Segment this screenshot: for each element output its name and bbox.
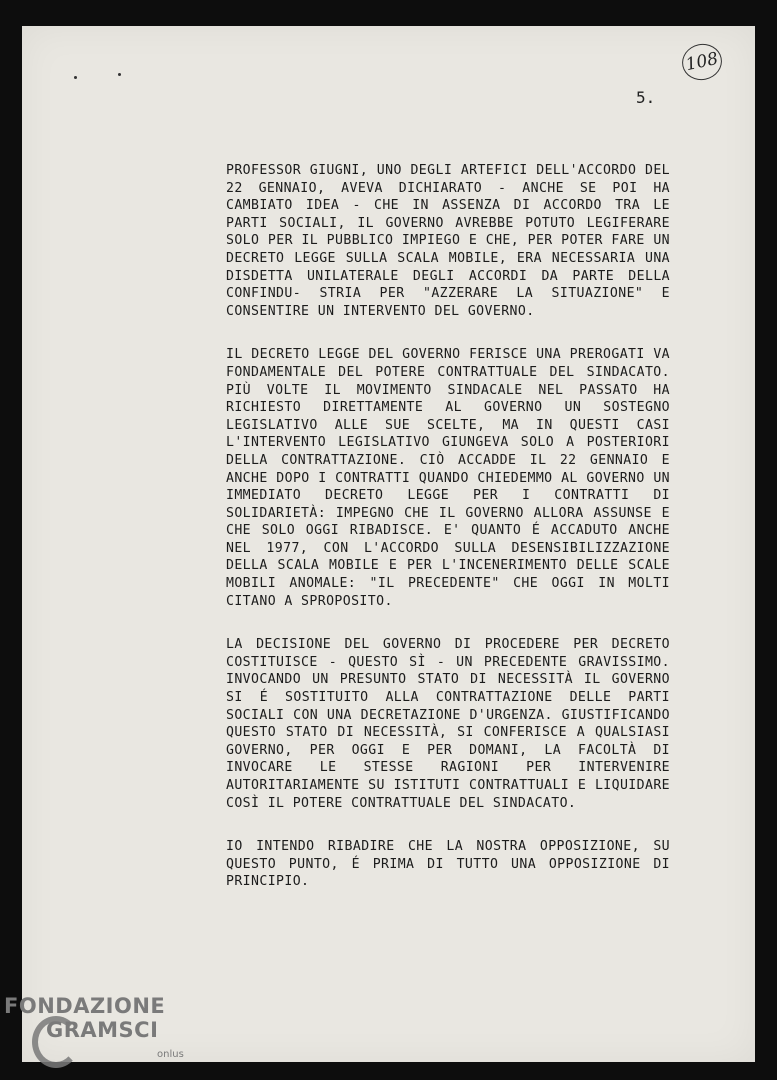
- watermark-line-3: onlus: [157, 1049, 184, 1060]
- watermark-line-1: FONDAZIONE: [4, 994, 166, 1018]
- watermark-line-2: GRAMSCI: [46, 1018, 159, 1042]
- page-number: 5.: [636, 88, 656, 107]
- speck: [118, 73, 121, 76]
- fondazione-gramsci-watermark: [2, 994, 202, 1074]
- paragraph-2: IL DECRETO LEGGE DEL GOVERNO FERISCE UNA PREROGATI VA FONDAMENTALE DEL POTERE CONTRATTUALE DEL SINDACATO. PIÙ VOLTE IL MOVIMENTO SINDACALE NEL PASSATO HA RICHIESTO DIRETTAMENTE AL GOVERNO UN SOSTEGNO LEGISLATIVO ALLE SUE SCELTE, MA IN QUESTI CASI L'INTERVENTO LEGISLATIVO GIUNGEVA SOLO A POSTERIORI DELLA CONTRATTAZIONE. CIÒ ACCADDE IL 22 GENNAIO E ANCHE DOPO I CONTRATTI QUANDO CHIEDEMMO AL GOVERNO UN IMMEDIATO DECRETO LEGGE PER I CONTRATTI DI SOLIDARIETÀ: IMPEGNO CHE IL GOVERNO ALLORA ASSUNSE E CHE SOLO OGGI RIBADISCE. E' QUANTO É ACCADUTO ANCHE NEL 1977, CON L'ACCORDO SULLA DESENSIBILIZZAZIONE DELLA SCALA MOBILE E PER L'INCENERIMENTO DELLE SCALE MOBILI ANOMALE: "IL PRECEDENTE" CHE OGGI IN MOLTI CITANO A SPROPOSITO.: [226, 347, 670, 609]
- document-page: [22, 26, 755, 1062]
- speck: [74, 76, 77, 79]
- paragraph-4: IO INTENDO RIBADIRE CHE LA NOSTRA OPPOSIZIONE, SU QUESTO PUNTO, É PRIMA DI TUTTO UNA OPPOSIZIONE DI PRINCIPIO.: [226, 839, 670, 890]
- archive-stamp: 108: [679, 40, 726, 84]
- paragraph-3: LA DECISIONE DEL GOVERNO DI PROCEDERE PER DECRETO COSTITUISCE - QUESTO SÌ - UN PRECEDENTE GRAVISSIMO. INVOCANDO UN PRESUNTO STATO DI NECESSITÀ IL GOVERNO SI É SOSTITUITO ALLA CONTRATTAZIONE DELLE PARTI SOCIALI CON UNA DECRETAZIONE D'URGENZA. GIUSTIFICANDO QUESTO STATO DI NECESSITÀ, SI CONFERISCE A QUALSIASI GOVERNO, PER OGGI E PER DOMANI, LA FACOLTÀ DI INVOCARE LE STESSE RAGIONI PER INTERVENIRE AUTORITARIAMENTE SU ISTITUTI CONTRATTUALI E LIQUIDARE COSÌ IL POTERE CONTRATTUALE DEL SINDACATO.: [226, 637, 670, 811]
- body-text: [226, 162, 670, 917]
- paragraph-1: PROFESSOR GIUGNI, UNO DEGLI ARTEFICI DELL'ACCORDO DEL 22 GENNAIO, AVEVA DICHIARATO - ANCHE SE POI HA CAMBIATO IDEA - CHE IN ASSENZA DI ACCORDO TRA LE PARTI SOCIALI, IL GOVERNO AVREBBE POTUTO LEGIFERARE SOLO PER IL PUBBLICO IMPIEGO E CHE, PER POTER FARE UN DECRETO LEGGE SULLA SCALA MOBILE, ERA NECESSARIA UNA DISDETTA UNILATERALE DEGLI ACCORDI DA PARTE DELLA CONFINDU- STRIA PER "AZZERARE LA SITUAZIONE" E CONSENTIRE UN INTERVENTO DEL GOVERNO.: [226, 163, 670, 319]
